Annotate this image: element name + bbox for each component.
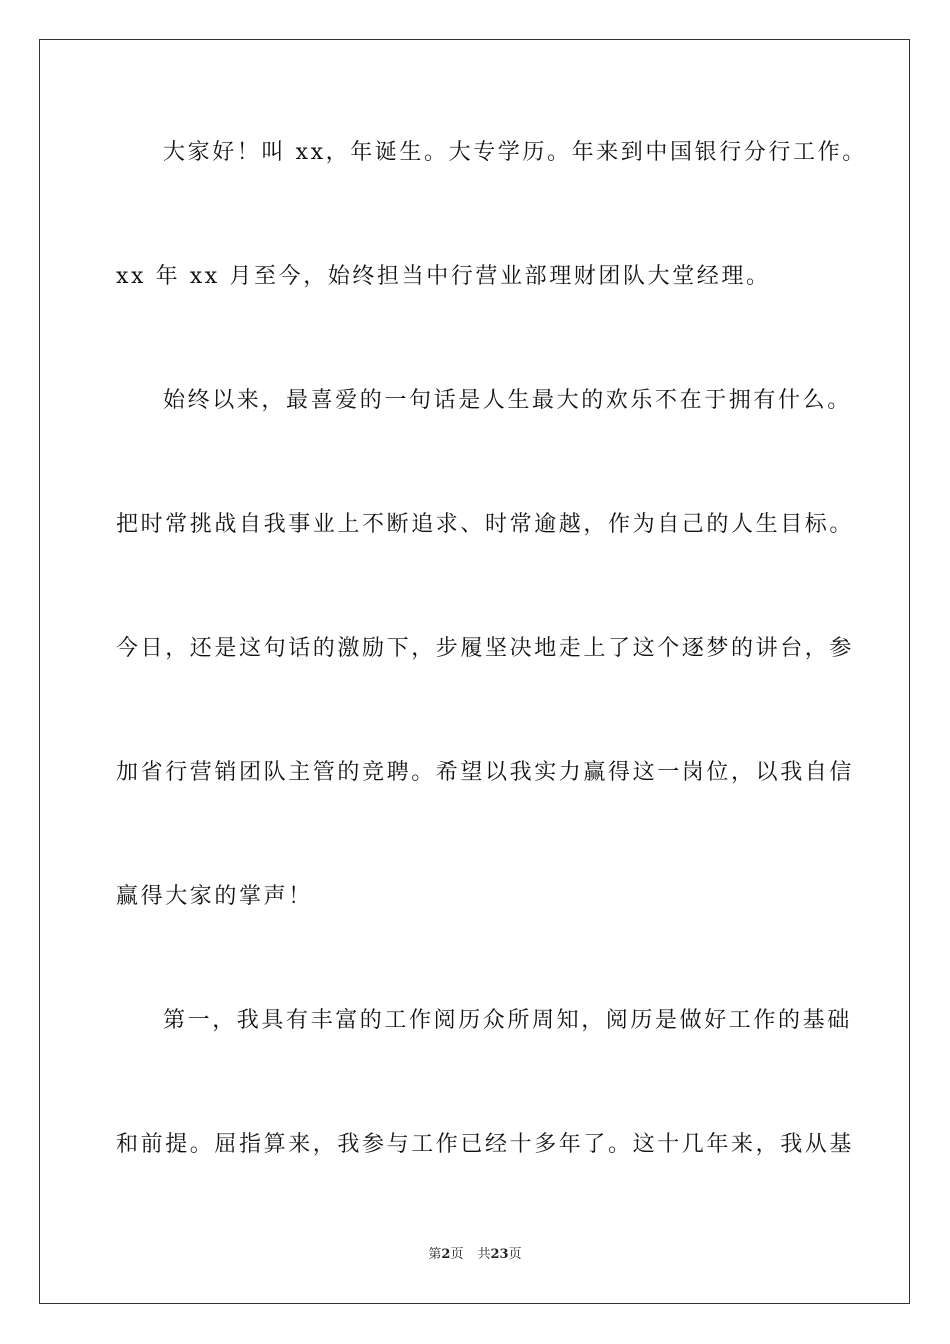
text-line-7: 赢得大家的掌声！ <box>116 884 313 909</box>
text-line-9: 和前提。屈指算来，我参与工作已经十多年了。这十几年来，我从基 <box>116 1132 855 1157</box>
text-line-6: 加省行营销团队主管的竞聘。希望以我实力赢得这一岗位，以我自信 <box>116 760 855 785</box>
page-prefix: 第 <box>428 1247 442 1262</box>
text-line-2: xx 年 xx 月至今，始终担当中行营业部理财团队大堂经理。 <box>116 264 771 289</box>
total-pages: 23 <box>490 1247 509 1262</box>
text-line-3: 始终以来，最喜爱的一句话是人生最大的欢乐不在于拥有什么。 <box>163 388 852 413</box>
page-footer <box>0 1246 950 1264</box>
text-line-5: 今日，还是这句话的激励下，步履坚决地走上了这个逐梦的讲台，参 <box>116 636 855 661</box>
page-suffix: 页 <box>450 1247 464 1262</box>
total-suffix: 页 <box>508 1247 522 1262</box>
text-line-8: 第一，我具有丰富的工作阅历众所周知，阅历是做好工作的基础 <box>163 1008 852 1033</box>
text-line-1: 大家好！叫 xx，年诞生。大专学历。年来到中国银行分行工作。 <box>163 140 867 165</box>
page-number: 2 <box>441 1247 451 1262</box>
page-border <box>39 39 910 1304</box>
text-line-4: 把时常挑战自我事业上不断追求、时常逾越，作为自己的人生目标。 <box>116 512 855 537</box>
total-prefix: 共 <box>477 1247 491 1262</box>
